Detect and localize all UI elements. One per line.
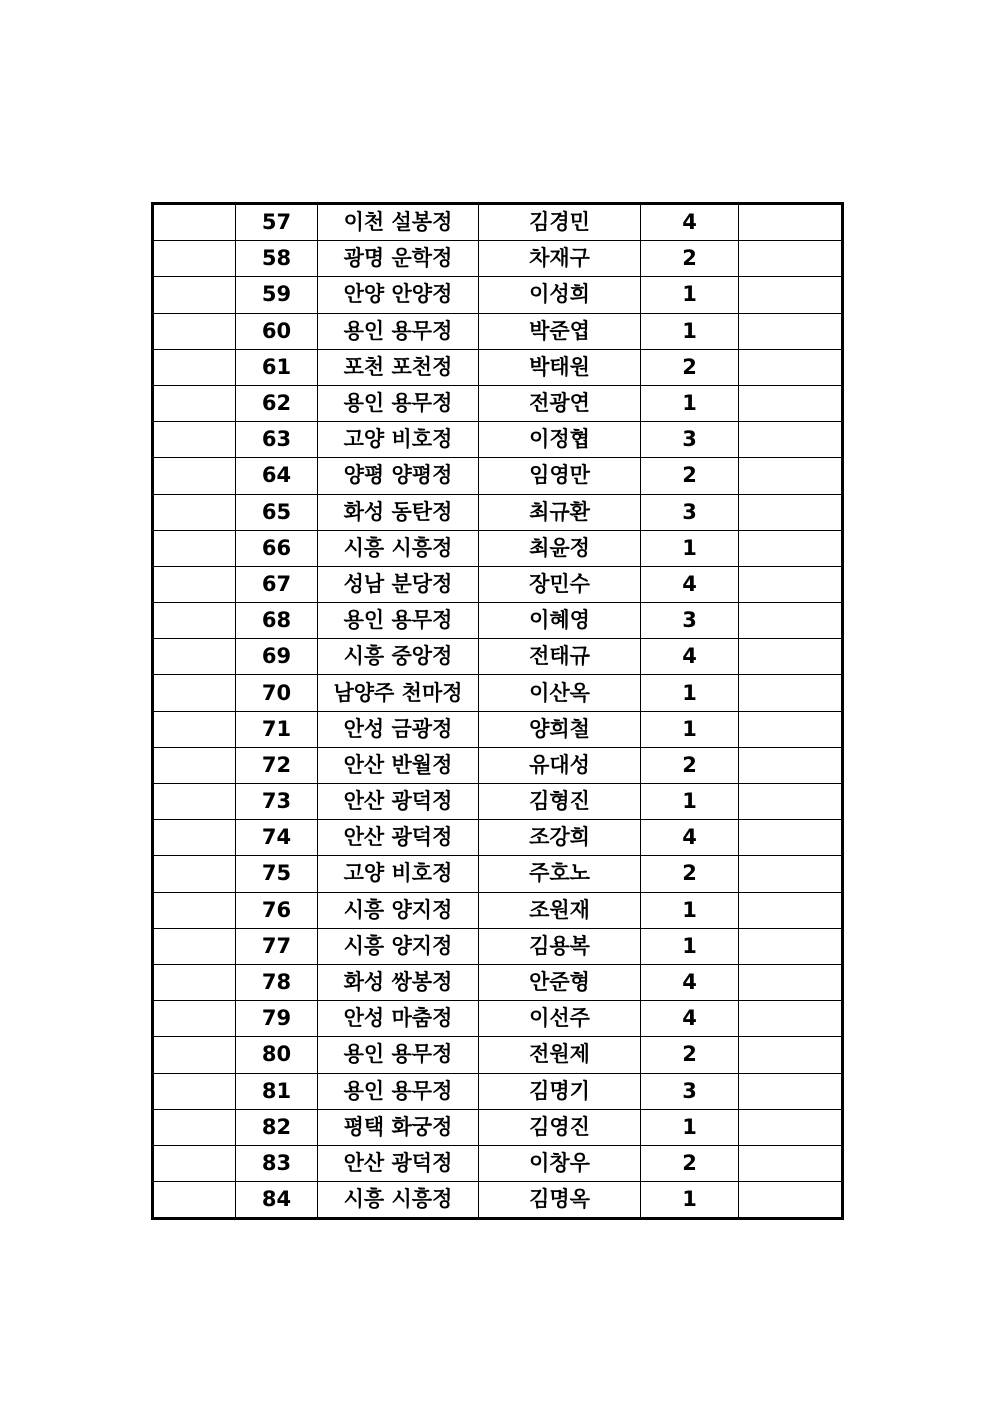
row-number-cell: 62: [236, 385, 318, 421]
roster-table: [151, 202, 844, 1220]
table-row: [153, 1109, 843, 1145]
count-cell: 1: [641, 1182, 739, 1219]
row-number-cell: 65: [236, 494, 318, 530]
location-cell: 평택 화궁정: [318, 1109, 479, 1145]
blank-cell: [739, 349, 843, 385]
name-cell: 이창우: [479, 1145, 641, 1181]
blank-cell: [739, 1001, 843, 1037]
table-row: [153, 566, 843, 602]
row-number-cell: 60: [236, 313, 318, 349]
table-row: [153, 530, 843, 566]
count-cell: 1: [641, 313, 739, 349]
location-cell: 용인 용무정: [318, 603, 479, 639]
count-cell: 2: [641, 241, 739, 277]
table-row: [153, 241, 843, 277]
blank-cell: [153, 603, 236, 639]
table-row: [153, 1001, 843, 1037]
count-cell: 4: [641, 820, 739, 856]
table-row: [153, 747, 843, 783]
location-cell: 용인 용무정: [318, 313, 479, 349]
table-row: [153, 603, 843, 639]
blank-cell: [739, 277, 843, 313]
table-row: [153, 204, 843, 241]
blank-cell: [739, 458, 843, 494]
blank-cell: [153, 385, 236, 421]
location-cell: 고양 비호정: [318, 422, 479, 458]
blank-cell: [153, 204, 236, 241]
location-cell: 용인 용무정: [318, 385, 479, 421]
blank-cell: [153, 241, 236, 277]
blank-cell: [739, 603, 843, 639]
blank-cell: [153, 964, 236, 1000]
name-cell: 이성희: [479, 277, 641, 313]
blank-cell: [153, 675, 236, 711]
count-cell: 2: [641, 349, 739, 385]
blank-cell: [739, 784, 843, 820]
blank-cell: [739, 928, 843, 964]
blank-cell: [739, 566, 843, 602]
location-cell: 안산 반월정: [318, 747, 479, 783]
location-cell: 시흥 시흥정: [318, 530, 479, 566]
blank-cell: [739, 964, 843, 1000]
row-number-cell: 81: [236, 1073, 318, 1109]
name-cell: 조원재: [479, 892, 641, 928]
count-cell: 3: [641, 494, 739, 530]
blank-cell: [153, 422, 236, 458]
blank-cell: [739, 313, 843, 349]
blank-cell: [153, 1037, 236, 1073]
location-cell: 양평 양평정: [318, 458, 479, 494]
location-cell: 안산 광덕정: [318, 820, 479, 856]
location-cell: 시흥 중앙정: [318, 639, 479, 675]
blank-cell: [153, 1109, 236, 1145]
table-row: [153, 820, 843, 856]
name-cell: 주호노: [479, 856, 641, 892]
location-cell: 용인 용무정: [318, 1037, 479, 1073]
table-row: [153, 313, 843, 349]
count-cell: 1: [641, 892, 739, 928]
row-number-cell: 61: [236, 349, 318, 385]
name-cell: 박준엽: [479, 313, 641, 349]
name-cell: 이혜영: [479, 603, 641, 639]
name-cell: 김명옥: [479, 1182, 641, 1219]
count-cell: 4: [641, 964, 739, 1000]
name-cell: 임영만: [479, 458, 641, 494]
count-cell: 3: [641, 422, 739, 458]
row-number-cell: 82: [236, 1109, 318, 1145]
name-cell: 최규환: [479, 494, 641, 530]
blank-cell: [153, 313, 236, 349]
row-number-cell: 69: [236, 639, 318, 675]
blank-cell: [739, 1145, 843, 1181]
blank-cell: [739, 675, 843, 711]
blank-cell: [739, 1037, 843, 1073]
blank-cell: [153, 1001, 236, 1037]
location-cell: 남양주 천마정: [318, 675, 479, 711]
name-cell: 최윤정: [479, 530, 641, 566]
blank-cell: [739, 1073, 843, 1109]
blank-cell: [153, 1073, 236, 1109]
blank-cell: [739, 639, 843, 675]
table-row: [153, 1182, 843, 1219]
count-cell: 3: [641, 1073, 739, 1109]
row-number-cell: 68: [236, 603, 318, 639]
name-cell: 김경민: [479, 204, 641, 241]
blank-cell: [153, 1182, 236, 1219]
blank-cell: [153, 711, 236, 747]
blank-cell: [153, 349, 236, 385]
blank-cell: [739, 204, 843, 241]
blank-cell: [739, 820, 843, 856]
row-number-cell: 79: [236, 1001, 318, 1037]
count-cell: 1: [641, 1109, 739, 1145]
table-row: [153, 422, 843, 458]
count-cell: 1: [641, 385, 739, 421]
location-cell: 화성 동탄정: [318, 494, 479, 530]
blank-cell: [153, 892, 236, 928]
table-row: [153, 277, 843, 313]
row-number-cell: 64: [236, 458, 318, 494]
blank-cell: [739, 241, 843, 277]
location-cell: 안성 마춤정: [318, 1001, 479, 1037]
blank-cell: [739, 856, 843, 892]
count-cell: 3: [641, 603, 739, 639]
row-number-cell: 83: [236, 1145, 318, 1181]
row-number-cell: 78: [236, 964, 318, 1000]
row-number-cell: 66: [236, 530, 318, 566]
table-row: [153, 784, 843, 820]
table-row: [153, 349, 843, 385]
location-cell: 시흥 양지정: [318, 892, 479, 928]
row-number-cell: 67: [236, 566, 318, 602]
row-number-cell: 74: [236, 820, 318, 856]
location-cell: 성남 분당정: [318, 566, 479, 602]
row-number-cell: 80: [236, 1037, 318, 1073]
row-number-cell: 72: [236, 747, 318, 783]
name-cell: 전광연: [479, 385, 641, 421]
count-cell: 1: [641, 784, 739, 820]
blank-cell: [153, 856, 236, 892]
table-row: [153, 494, 843, 530]
location-cell: 안성 금광정: [318, 711, 479, 747]
table-row: [153, 385, 843, 421]
blank-cell: [153, 277, 236, 313]
blank-cell: [153, 458, 236, 494]
blank-cell: [153, 639, 236, 675]
row-number-cell: 84: [236, 1182, 318, 1219]
count-cell: 1: [641, 277, 739, 313]
row-number-cell: 59: [236, 277, 318, 313]
location-cell: 광명 운학정: [318, 241, 479, 277]
location-cell: 이천 설봉정: [318, 204, 479, 241]
table-row: [153, 639, 843, 675]
name-cell: 전태규: [479, 639, 641, 675]
name-cell: 김영진: [479, 1109, 641, 1145]
location-cell: 용인 용무정: [318, 1073, 479, 1109]
blank-cell: [739, 422, 843, 458]
count-cell: 2: [641, 1145, 739, 1181]
table-row: [153, 964, 843, 1000]
name-cell: 유대성: [479, 747, 641, 783]
name-cell: 이정협: [479, 422, 641, 458]
location-cell: 화성 쌍봉정: [318, 964, 479, 1000]
name-cell: 박태원: [479, 349, 641, 385]
blank-cell: [739, 494, 843, 530]
count-cell: 2: [641, 747, 739, 783]
blank-cell: [153, 820, 236, 856]
row-number-cell: 70: [236, 675, 318, 711]
blank-cell: [153, 566, 236, 602]
table-row: [153, 1073, 843, 1109]
name-cell: 조강희: [479, 820, 641, 856]
name-cell: 안준형: [479, 964, 641, 1000]
blank-cell: [739, 1182, 843, 1219]
blank-cell: [739, 711, 843, 747]
location-cell: 시흥 시흥정: [318, 1182, 479, 1219]
blank-cell: [739, 385, 843, 421]
name-cell: 이산옥: [479, 675, 641, 711]
row-number-cell: 58: [236, 241, 318, 277]
blank-cell: [739, 892, 843, 928]
row-number-cell: 63: [236, 422, 318, 458]
name-cell: 이선주: [479, 1001, 641, 1037]
count-cell: 4: [641, 639, 739, 675]
blank-cell: [153, 784, 236, 820]
table-row: [153, 1145, 843, 1181]
table-row: [153, 675, 843, 711]
roster-table-body: [153, 204, 843, 1219]
count-cell: 1: [641, 675, 739, 711]
location-cell: 안산 광덕정: [318, 1145, 479, 1181]
row-number-cell: 75: [236, 856, 318, 892]
count-cell: 1: [641, 711, 739, 747]
table-row: [153, 892, 843, 928]
row-number-cell: 57: [236, 204, 318, 241]
name-cell: 김용복: [479, 928, 641, 964]
blank-cell: [153, 530, 236, 566]
table-row: [153, 1037, 843, 1073]
name-cell: 김명기: [479, 1073, 641, 1109]
count-cell: 2: [641, 856, 739, 892]
blank-cell: [153, 494, 236, 530]
row-number-cell: 71: [236, 711, 318, 747]
count-cell: 4: [641, 204, 739, 241]
row-number-cell: 73: [236, 784, 318, 820]
name-cell: 김형진: [479, 784, 641, 820]
location-cell: 시흥 양지정: [318, 928, 479, 964]
name-cell: 장민수: [479, 566, 641, 602]
row-number-cell: 77: [236, 928, 318, 964]
count-cell: 1: [641, 928, 739, 964]
location-cell: 안양 안양정: [318, 277, 479, 313]
table-row: [153, 856, 843, 892]
location-cell: 포천 포천정: [318, 349, 479, 385]
count-cell: 4: [641, 1001, 739, 1037]
blank-cell: [739, 530, 843, 566]
count-cell: 4: [641, 566, 739, 602]
location-cell: 고양 비호정: [318, 856, 479, 892]
name-cell: 전원제: [479, 1037, 641, 1073]
name-cell: 차재구: [479, 241, 641, 277]
location-cell: 안산 광덕정: [318, 784, 479, 820]
blank-cell: [739, 747, 843, 783]
count-cell: 1: [641, 530, 739, 566]
name-cell: 양희철: [479, 711, 641, 747]
row-number-cell: 76: [236, 892, 318, 928]
table-row: [153, 928, 843, 964]
blank-cell: [153, 928, 236, 964]
blank-cell: [739, 1109, 843, 1145]
table-row: [153, 711, 843, 747]
table-row: [153, 458, 843, 494]
count-cell: 2: [641, 1037, 739, 1073]
blank-cell: [153, 747, 236, 783]
blank-cell: [153, 1145, 236, 1181]
count-cell: 2: [641, 458, 739, 494]
